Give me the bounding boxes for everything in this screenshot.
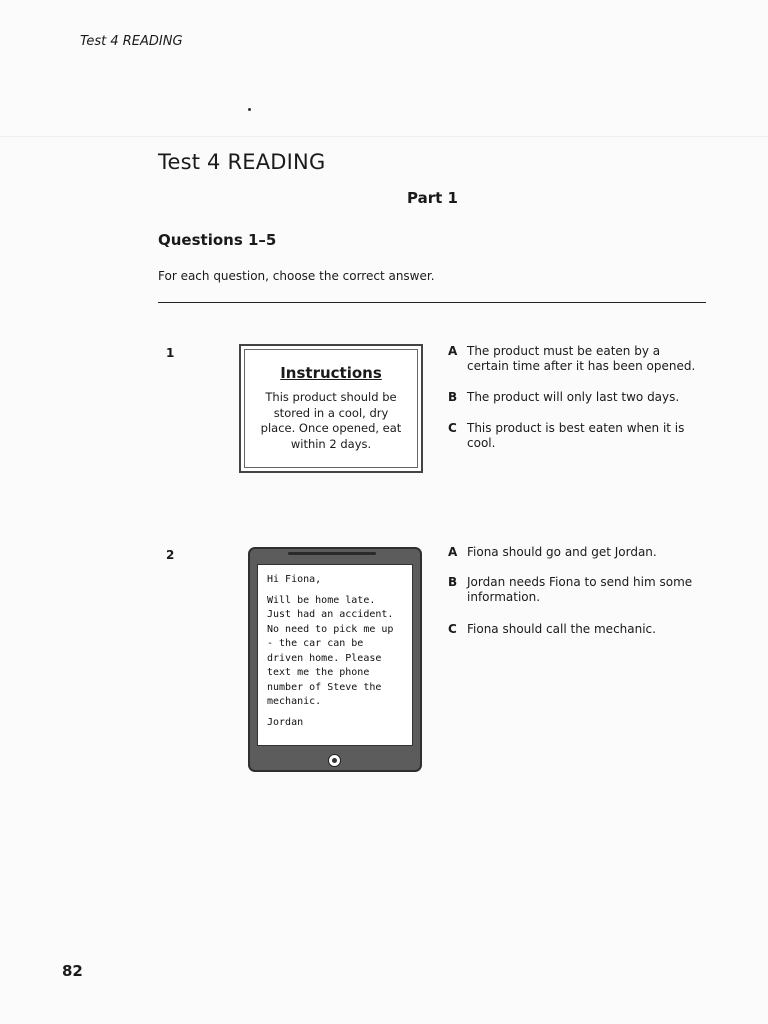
option-2c[interactable] bbox=[448, 622, 698, 637]
option-text: Fiona should go and get Jordan. bbox=[467, 545, 657, 559]
notice-title: Instructions bbox=[280, 364, 382, 382]
text-message bbox=[257, 564, 413, 746]
option-letter: C bbox=[448, 622, 457, 636]
running-head: Test 4 READING bbox=[80, 34, 183, 49]
option-2b[interactable] bbox=[448, 575, 698, 604]
option-letter: B bbox=[448, 390, 458, 404]
option-2a[interactable] bbox=[448, 545, 698, 560]
notice-sign bbox=[239, 344, 423, 473]
questions-heading: Questions 1–5 bbox=[158, 231, 277, 249]
option-text: Fiona should call the mechanic. bbox=[467, 622, 656, 636]
message-signature: Jordan bbox=[267, 716, 304, 728]
option-text: The product will only last two days. bbox=[467, 390, 680, 404]
message-body: Will be home late. Just had an accident. No need to pick me up - the car can be driven home. Please text me the phone number of Steve the mechanic. bbox=[267, 594, 394, 707]
option-text: This product is best eaten when it is cool. bbox=[467, 421, 685, 450]
divider-rule bbox=[158, 302, 706, 303]
option-1c[interactable] bbox=[448, 421, 698, 450]
option-letter: B bbox=[448, 575, 458, 589]
option-1b[interactable] bbox=[448, 390, 698, 405]
stray-mark bbox=[248, 108, 251, 111]
instruction-text: For each question, choose the correct answer. bbox=[158, 269, 435, 283]
message-greeting: Hi Fiona, bbox=[267, 574, 322, 585]
option-letter: C bbox=[448, 421, 457, 435]
option-text: The product must be eaten by a certain time after it has been opened. bbox=[467, 344, 696, 373]
phone-illustration bbox=[248, 547, 422, 772]
page-number: 82 bbox=[62, 962, 83, 980]
option-letter: A bbox=[448, 545, 458, 559]
option-text: Jordan needs Fiona to send him some information. bbox=[467, 575, 693, 604]
question-number-1: 1 bbox=[166, 346, 175, 360]
notice-body: This product should be stored in a cool, dry place. Once opened, eat within 2 days. bbox=[260, 390, 402, 451]
camera-icon bbox=[388, 553, 410, 557]
page-fold-line bbox=[0, 136, 768, 137]
page-title: Test 4 READING bbox=[158, 150, 326, 174]
part-heading: Part 1 bbox=[407, 189, 458, 207]
speaker-grille bbox=[288, 552, 376, 555]
option-letter: A bbox=[448, 344, 458, 358]
question-number-2: 2 bbox=[166, 548, 175, 562]
home-button-icon bbox=[328, 754, 341, 767]
option-1a[interactable] bbox=[448, 344, 698, 373]
